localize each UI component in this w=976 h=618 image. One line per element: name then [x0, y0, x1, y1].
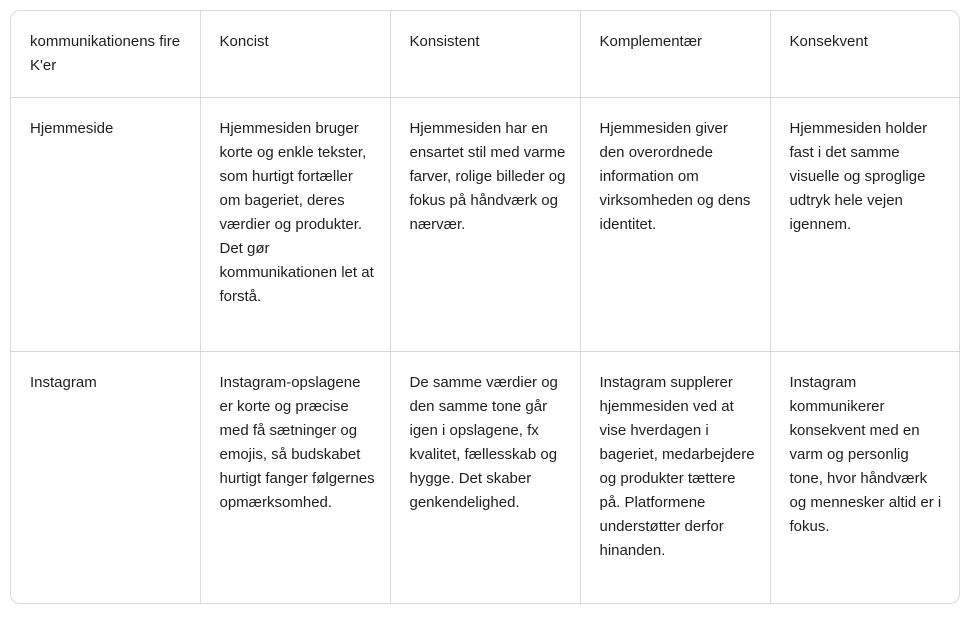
- table-row: [11, 98, 959, 352]
- table-cell: Instagram-opslagene er korte og præcise med få sætninger og emojis, så budskabet hurtigt fanger følgernes opmærksomhed.: [200, 352, 390, 604]
- table-cell: Hjemmesiden holder fast i det samme visuelle og sproglige udtryk hele vejen igennem.: [770, 98, 959, 352]
- table-cell: De samme værdier og den samme tone går igen i opslagene, fx kvalitet, fællesskab og hygge. Det skaber genkendelighed.: [390, 352, 580, 604]
- table-body: [11, 98, 959, 604]
- comparison-table-container: [10, 10, 960, 604]
- row-label-hjemmeside: Hjemmeside: [11, 98, 200, 352]
- table-cell: Hjemmesiden giver den overordnede information om virksomheden og dens identitet.: [580, 98, 770, 352]
- table-cell: Hjemmesiden bruger korte og enkle tekster, som hurtigt fortæller om bageriet, deres værdier og produkter. Det gør kommunikationen let at forstå.: [200, 98, 390, 352]
- header-cell-topic: kommunikationens fire K'er: [11, 11, 200, 98]
- header-cell-konsekvent: Konsekvent: [770, 11, 959, 98]
- row-label-instagram: Instagram: [11, 352, 200, 604]
- table-cell: Instagram kommunikerer konsekvent med en varm og personlig tone, hvor håndværk og mennesker altid er i fokus.: [789, 374, 942, 535]
- header-cell-komplementaer: Komplementær: [580, 11, 770, 98]
- header-cell-koncist: Koncist: [200, 11, 390, 98]
- table-cell: Instagram supplerer hjemmesiden ved at vise hverdagen i bageriet, medarbejdere og produkter tættere på. Platformene understøtter derfor hinanden.: [580, 352, 770, 604]
- table-header: [11, 11, 959, 98]
- table-cell: Hjemmesiden har en ensartet stil med varme farver, rolige billeder og fokus på håndværk og nærvær.: [390, 98, 580, 352]
- header-cell-konsistent: Konsistent: [390, 11, 580, 98]
- header-row: [11, 11, 959, 98]
- table-row: [11, 352, 959, 604]
- comparison-table: [11, 11, 959, 604]
